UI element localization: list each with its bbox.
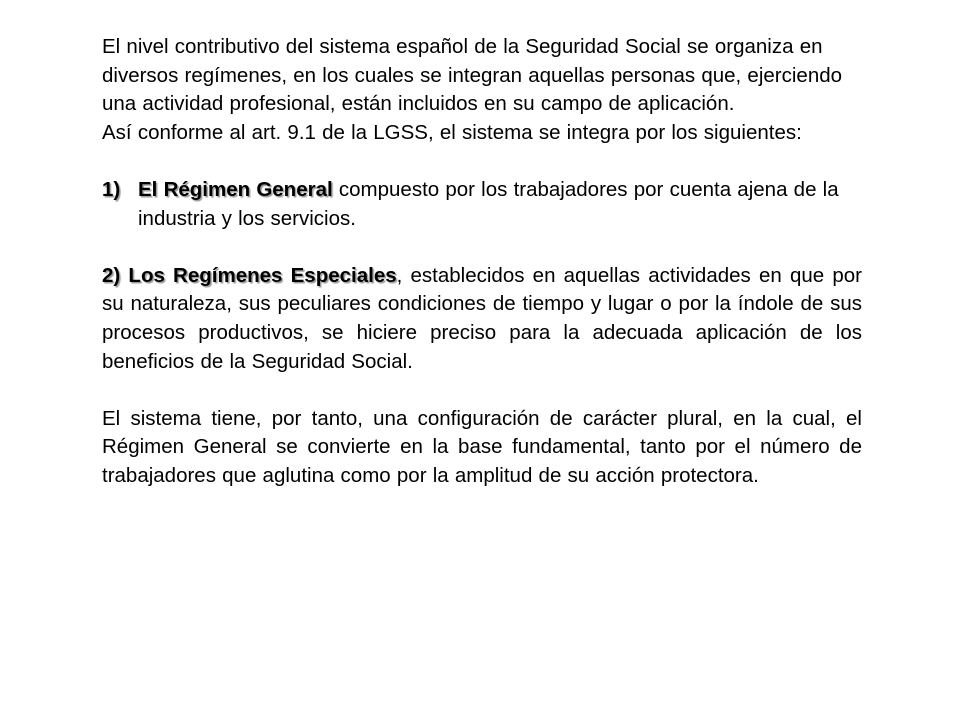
intro-paragraph: El nivel contributivo del sistema español de la Seguridad Social se organiza en diversos regímenes, en los cuales se integran aquellas personas que, ejerciendo una actividad profesional, están incluidos en su campo de aplicación. [102, 35, 843, 116]
regimenes-especiales-title: 2) Los Regímenes Especiales [102, 263, 397, 287]
conclusion-paragraph: El sistema tiene, por tanto, una configuración de carácter plural, en la cual, el Régimen General se convierte en la base fundamental, tanto por el número de trabajadores que aglutina como por la amplitud de su acción protectora. [102, 406, 862, 487]
regimenes-especiales-paragraph [102, 262, 862, 376]
spacer [102, 376, 862, 405]
spacer [102, 233, 862, 262]
regimenes-especiales-text: , establecidos en aquellas actividades en que por su naturaleza, sus peculiares condiciones de tiempo y lugar o por la índole de sus procesos productivos, se hiciere preciso para la adecuada aplicación de los beneficios de la Seguridad Social. [102, 263, 862, 373]
regimen-general-text: compuesto por los trabajadores por cuenta ajena de la industria y los servicios. [138, 177, 839, 230]
document-text [102, 33, 862, 491]
spacer [102, 147, 862, 176]
list-number: 1) [102, 177, 121, 201]
list-item-body [138, 176, 862, 233]
regimen-general-title: El Régimen General [138, 177, 333, 201]
lgss-paragraph: Así conforme al art. 9.1 de la LGSS, el sistema se integra por los siguientes: [102, 120, 802, 144]
list-item-regimen-general [102, 176, 862, 233]
